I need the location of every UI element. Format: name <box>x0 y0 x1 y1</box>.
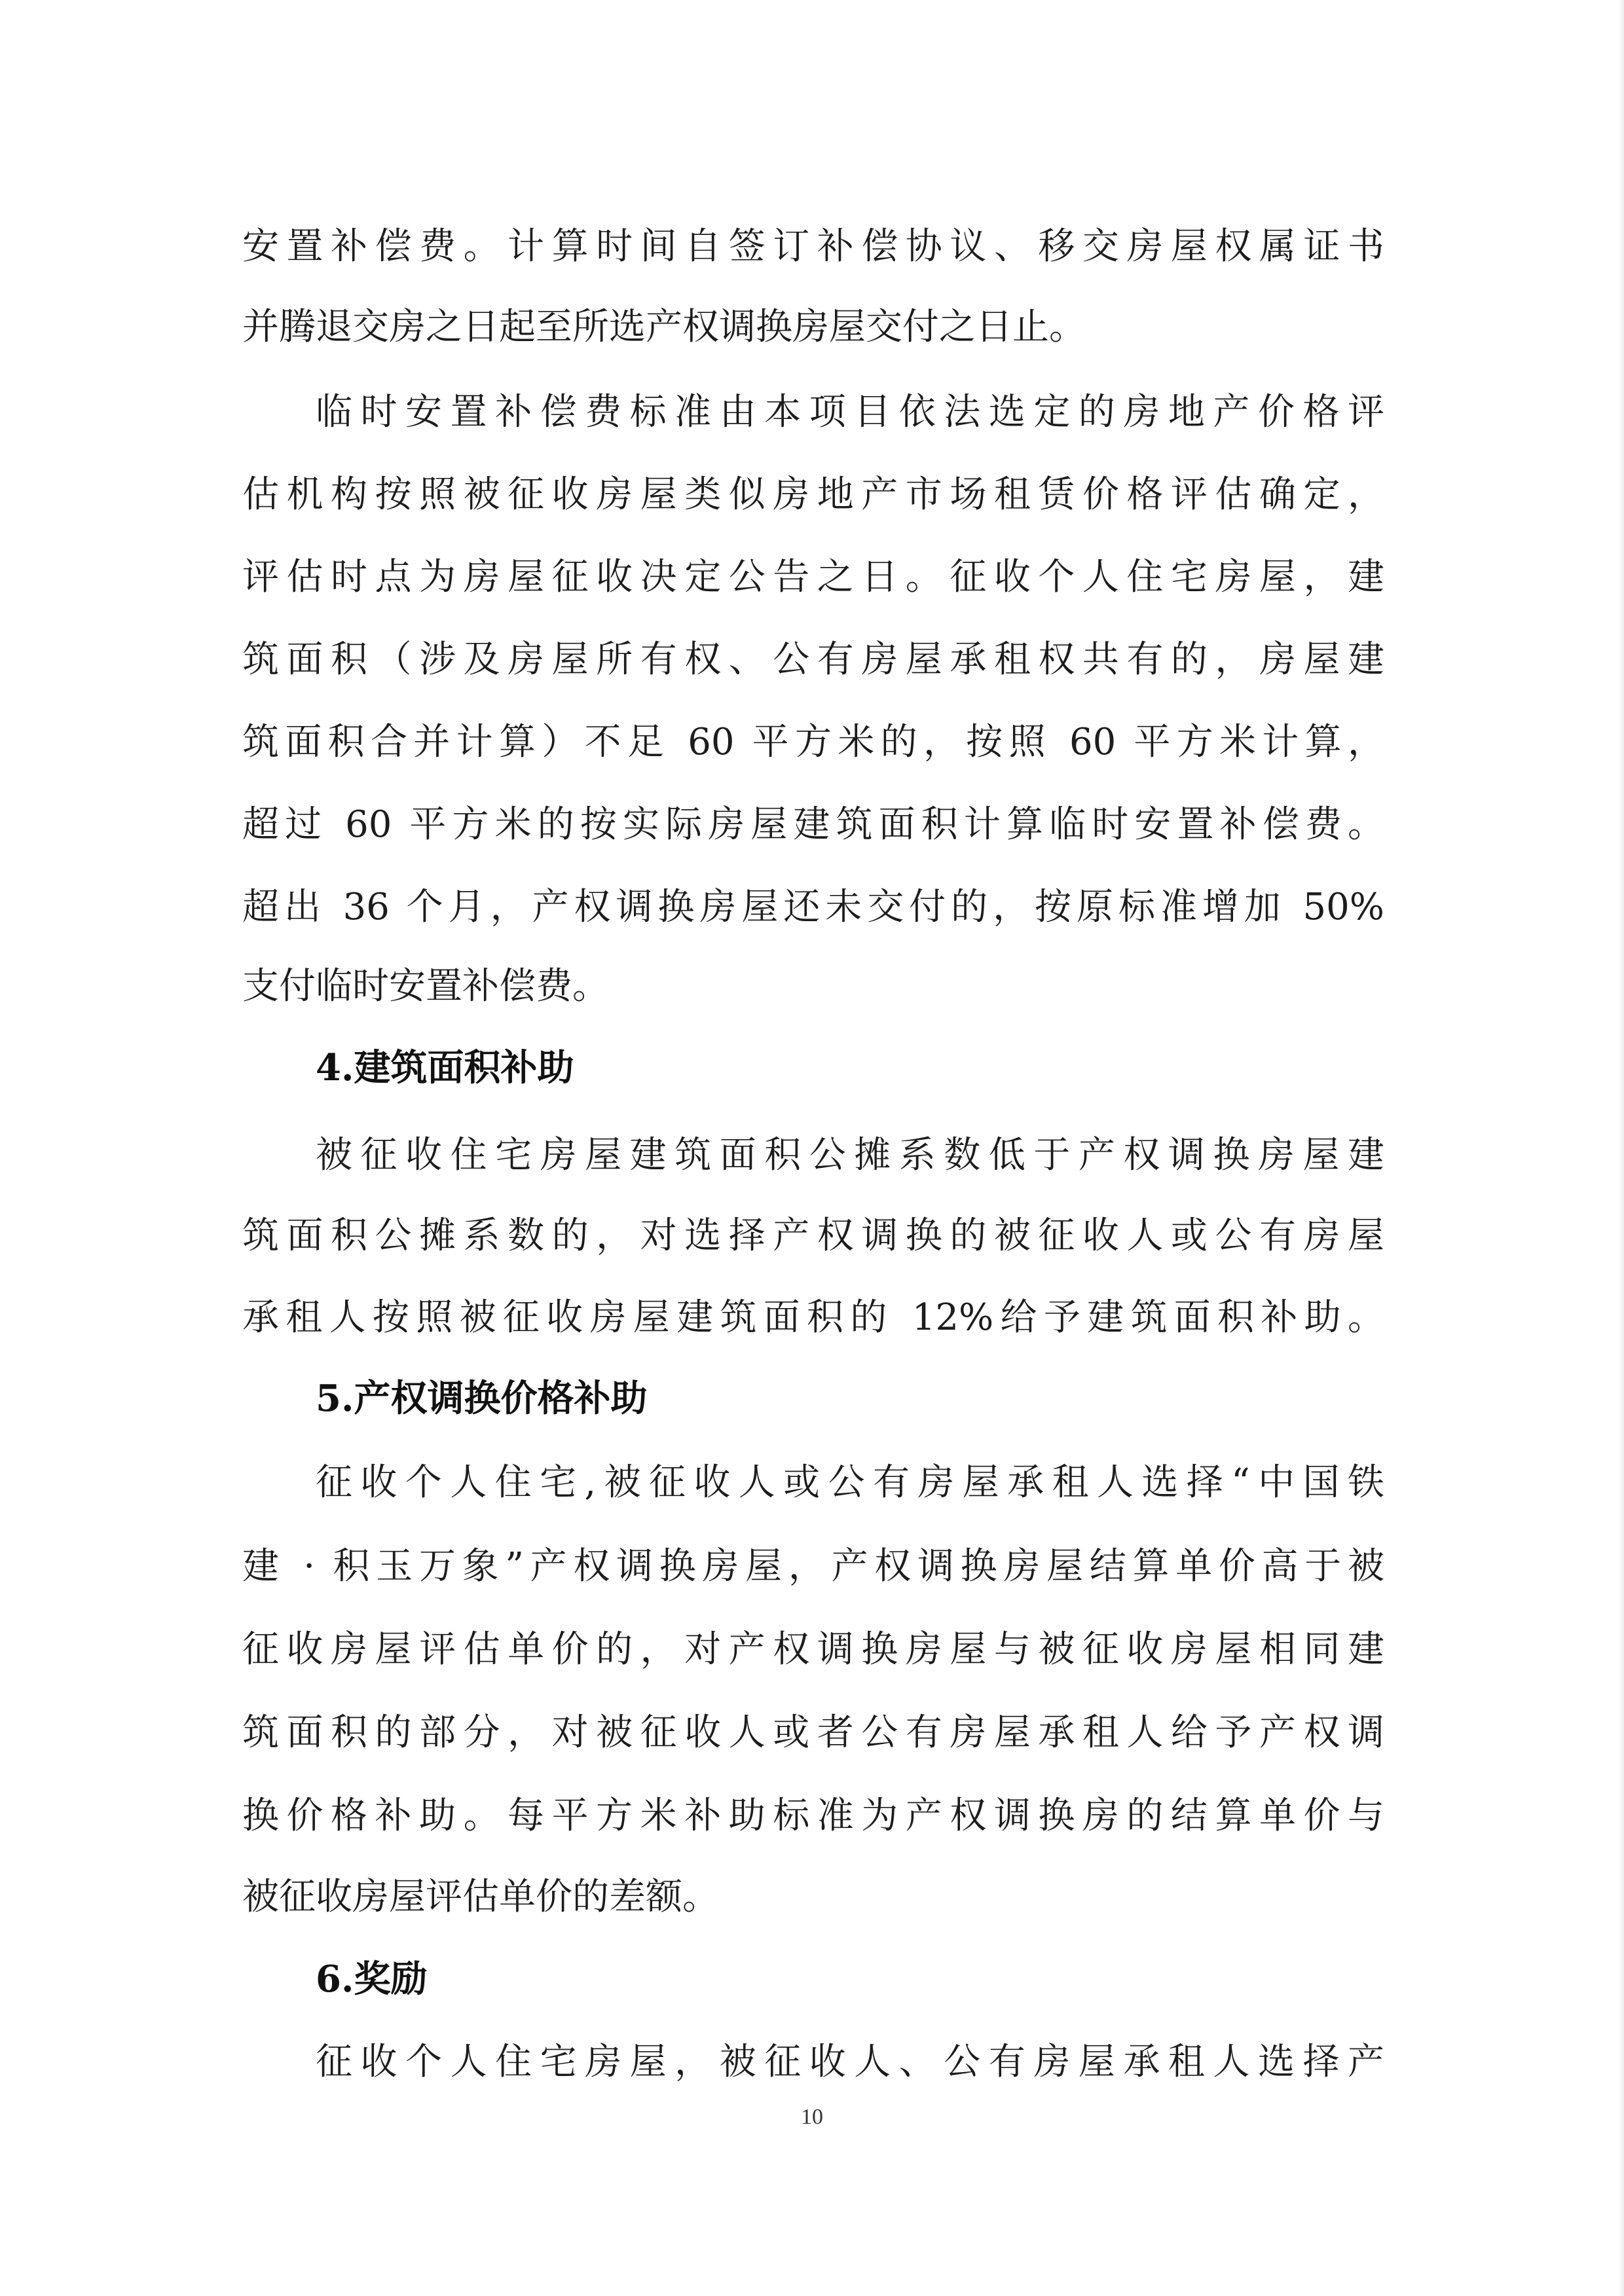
paragraph-line: 超过 60 平方米的按实际房屋建筑面积计算临时安置补偿费。 <box>242 803 1384 846</box>
scan-edge-shadow <box>1619 0 1624 2296</box>
paragraph-line: 估机构按照被征收房屋类似房地产市场租赁价格评估确定， <box>242 473 1384 516</box>
paragraph-line: 评估时点为房屋征收决定公告之日。征收个人住宅房屋，建 <box>242 556 1384 598</box>
paragraph-line: 并腾退交房之日起至所选产权调换房屋交付之日止。 <box>242 306 1086 348</box>
paragraph-line: 征收个人住宅,被征收人或公有房屋承租人选择“中国铁 <box>316 1461 1384 1504</box>
paragraph-line: 安置补偿费。计算时间自签订补偿协议、移交房屋权属证书 <box>242 225 1384 268</box>
paragraph-line: 换价格补助。每平方米补助标准为产权调换房的结算单价与 <box>242 1795 1384 1837</box>
paragraph-line: 筑面积公摊系数的，对选择产权调换的被征收人或公有房屋 <box>242 1214 1384 1257</box>
paragraph-line: 被征收住宅房屋建筑面积公摊系数低于产权调换房屋建 <box>316 1134 1384 1176</box>
page-number: 10 <box>801 2105 823 2129</box>
paragraph-line: 临时安置补偿费标准由本项目依法选定的房地产价格评 <box>316 391 1384 433</box>
paragraph-line: 建 · 积玉万象”产权调换房屋，产权调换房屋结算单价高于被 <box>242 1545 1384 1588</box>
paragraph-line: 支付临时安置补偿费。 <box>242 965 609 1008</box>
paragraph-line: 征收房屋评估单价的，对产权调换房屋与被征收房屋相同建 <box>242 1628 1384 1671</box>
paragraph-line: 被征收房屋评估单价的差额。 <box>242 1876 719 1918</box>
section-heading: 5.产权调换价格补助 <box>316 1377 648 1420</box>
section-heading: 4.建筑面积补助 <box>316 1046 574 1089</box>
paragraph-line: 征收个人住宅房屋，被征收人、公有房屋承租人选择产 <box>316 2041 1384 2083</box>
section-heading: 6.奖励 <box>316 1958 428 2001</box>
paragraph-line: 超出 36 个月，产权调换房屋还未交付的，按原标准增加 50% <box>242 886 1384 928</box>
paragraph-line: 承租人按照被征收房屋建筑面积的 12%给予建筑面积补助。 <box>242 1296 1384 1339</box>
paragraph-line: 筑面积合并计算）不足 60 平方米的，按照 60 平方米计算， <box>242 721 1384 763</box>
paragraph-line: 筑面积（涉及房屋所有权、公有房屋承租权共有的，房屋建 <box>242 638 1384 681</box>
paragraph-line: 筑面积的部分，对被征收人或者公有房屋承租人给予产权调 <box>242 1711 1384 1754</box>
